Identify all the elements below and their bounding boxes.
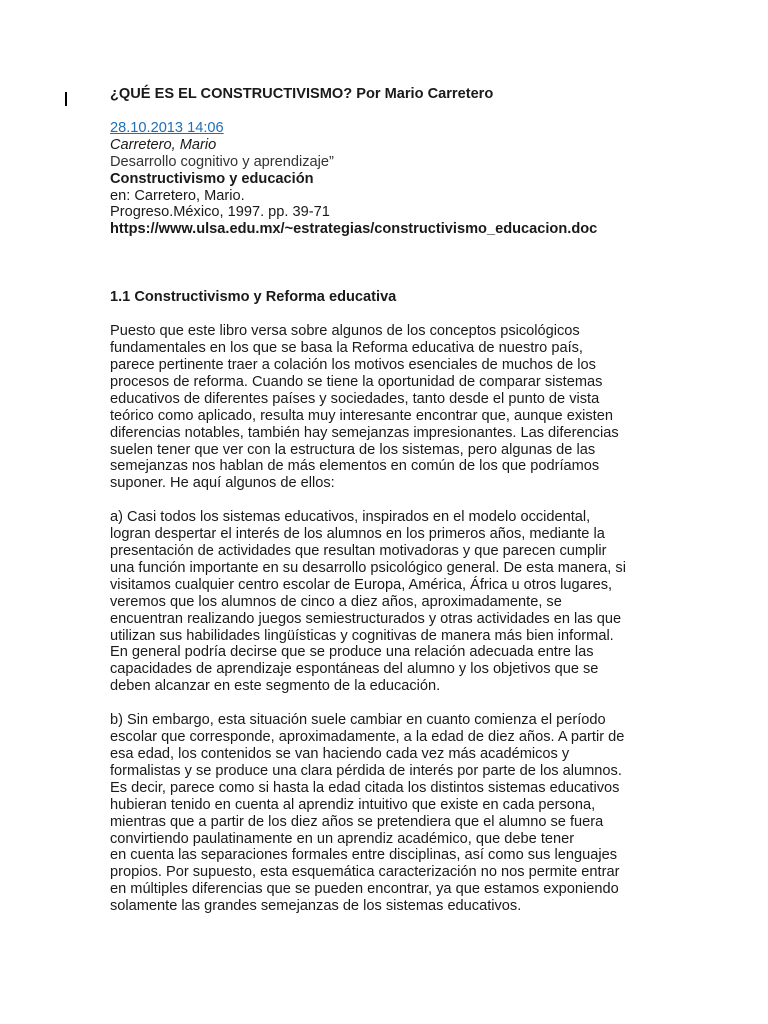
- paragraph-line: formalistas y se produce una clara pérdida de interés por parte de los alumnos.: [110, 762, 622, 779]
- paragraph-line: en múltiples diferencias que se pueden encontrar, ya que estamos exponiendo: [110, 881, 619, 898]
- document-page: [110, 86, 662, 932]
- paragraph-line: Puesto que este libro versa sobre algunos de los conceptos psicológicos: [110, 323, 580, 340]
- section-heading: 1.1 Constructivismo y Reforma educativa: [110, 289, 397, 306]
- paragraph-line: deben alcanzar en este segmento de la educación.: [110, 678, 441, 695]
- paragraph-line: teórico como aplicado, resulta muy interesante encontrar que, aunque existen: [110, 407, 613, 424]
- paragraph-line: fundamentales en los que se basa la Reforma educativa de nuestro país,: [110, 340, 583, 357]
- publisher-line: Progreso.México, 1997. pp. 39-71: [110, 204, 330, 221]
- date-link[interactable]: 28.10.2013 14:06: [110, 119, 224, 136]
- paragraph-line: Es decir, parece como si hasta la edad citada los distintos sistemas educativos: [110, 779, 620, 796]
- paragraph-line: b) Sin embargo, esta situación suele cambiar en cuanto comienza el período: [110, 712, 606, 729]
- paragraph-line: visitamos cualquier centro escolar de Europa, América, África u otros lugares,: [110, 576, 613, 593]
- body-text: [110, 323, 662, 915]
- paragraph-line: En general podría decirse que se produce una relación adecuada entre las: [110, 644, 594, 661]
- author-line: Carretero, Mario: [110, 136, 217, 153]
- paragraph-line: semejanzas nos hablan de más elementos en común de los que podríamos: [110, 458, 600, 475]
- paragraph-line: mientras que a partir de los diez años se pretendiera que el alumno se fuera: [110, 813, 604, 830]
- chapter-line: Constructivismo y educación: [110, 170, 314, 187]
- paragraph-line: esa edad, los contenidos se van haciendo cada vez más académicos y: [110, 746, 570, 762]
- paragraph-line: suponer. He aquí algunos de ellos:: [110, 475, 335, 492]
- paragraph-line: logran despertar el interés de los alumnos en los primeros años, mediante la: [110, 526, 605, 543]
- source-line: en: Carretero, Mario.: [110, 187, 245, 204]
- paragraph-line: capacidades de aprendizaje espontáneas del alumno y los objetivos que se: [110, 661, 599, 678]
- book-title-line: Desarrollo cognitivo y aprendizaje”: [110, 153, 334, 170]
- paragraph-line: solamente las grandes semejanzas de los sistemas educativos.: [110, 898, 522, 915]
- paragraph-line: utilizan sus habilidades lingüísticas y cognitivas de manera más bien informal.: [110, 627, 614, 644]
- paragraph-line: educativos de diferentes países y sociedades, tanto desde el punto de vista: [110, 390, 600, 407]
- paragraph-line: diferencias notables, también hay semejanzas impresionantes. Las diferencias: [110, 424, 619, 441]
- paragraph-line: en cuenta las separaciones formales entre disciplinas, así como sus lenguajes: [110, 847, 618, 864]
- paragraph-line: propios. Por supuesto, esta esquemática caracterización no nos permite entrar: [110, 864, 620, 881]
- paragraph-line: encuentran realizando juegos semiestructurados y otras actividades en las que: [110, 610, 622, 627]
- document-meta: [110, 120, 662, 238]
- paragraph-line: suelen tener que ver con la estructura de los sistemas, pero algunas de las: [110, 441, 596, 458]
- paragraph: [110, 323, 662, 492]
- paragraph-line: parece pertinente traer a colación los motivos esenciales de muchos de los: [110, 356, 596, 373]
- paragraph: [110, 509, 662, 695]
- paragraph-line: convirtiendo paulatinamente en un aprendiz académico, que debe tener: [110, 830, 575, 847]
- text-cursor-bar: [65, 92, 67, 106]
- paragraph-line: veremos que los alumnos de cinco a diez años, aproximadamente, se: [110, 593, 562, 610]
- paragraph-line: a) Casi todos los sistemas educativos, inspirados en el modelo occidental,: [110, 509, 591, 526]
- paragraph-line: presentación de actividades que resultan motivadoras y que parecen cumplir: [110, 543, 607, 560]
- paragraph: [110, 712, 662, 915]
- paragraph-line: una función importante en su desarrollo psicológico general. De esta manera, si: [110, 559, 626, 576]
- document-title: ¿QUÉ ES EL CONSTRUCTIVISMO? Por Mario Carretero: [110, 86, 494, 102]
- url-line: https://www.ulsa.edu.mx/~estrategias/constructivismo_educacion.doc: [110, 221, 598, 238]
- section-spacer: [110, 238, 662, 289]
- paragraph-line: escolar que corresponde, aproximadamente, a la edad de diez años. A partir de: [110, 729, 625, 746]
- paragraph-line: procesos de reforma. Cuando se tiene la oportunidad de comparar sistemas: [110, 373, 603, 390]
- paragraph-line: hubieran tenido en cuenta al aprendiz intuitivo que existe en cada persona,: [110, 796, 596, 813]
